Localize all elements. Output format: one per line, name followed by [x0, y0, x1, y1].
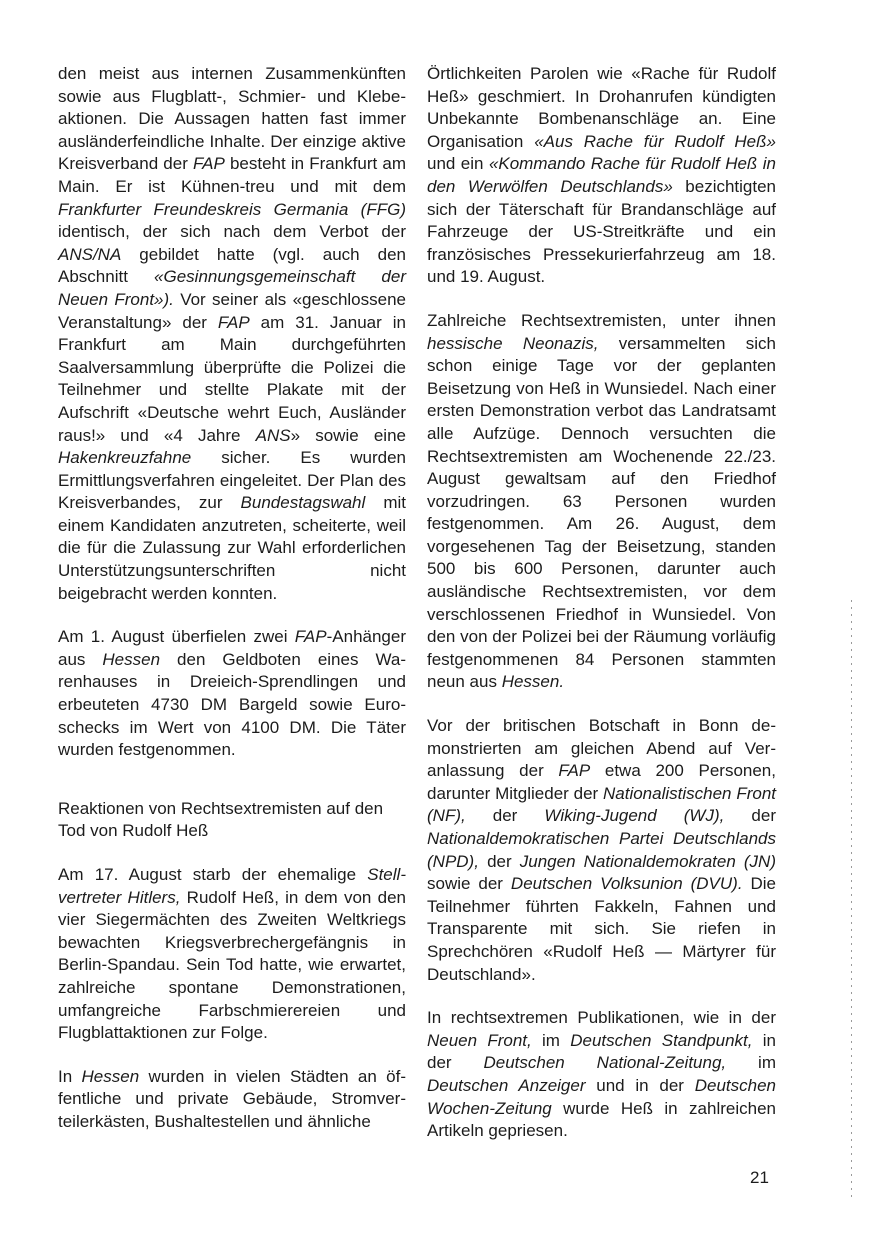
text-run: im	[531, 1030, 571, 1050]
page-number: 21	[750, 1168, 769, 1187]
left-column	[58, 63, 406, 1134]
paragraph	[58, 864, 406, 1045]
emphasized-text: Deutschen Anzeiger	[427, 1075, 586, 1095]
text-run: Am 1. August überfielen zwei	[58, 627, 295, 647]
emphasized-text: «Aus Rache für Rudolf Heß»	[534, 131, 776, 151]
text-run: den Geldboten eines Warenhauses in Dreieich-Sprendlingen und erbeuteten 4730 DM Bargeld sowie Euroschecks im Wert von 4100 DM. Die Täter wurden festgenommen.	[58, 649, 406, 760]
emphasized-text: FAP	[294, 627, 327, 647]
emphasized-text: FAP	[558, 761, 591, 781]
emphasized-text: Hessen	[81, 1066, 140, 1086]
text-run: Die Teilnehmer führten Fakkeln, Fahnen und Transparente mit sich. Sie riefen in Sprechchören «Rudolf Heß — Märtyrer für Deutschland».	[427, 874, 776, 984]
text-run: der	[724, 806, 777, 826]
text-run: Am 17. August starb der ehemalige	[58, 865, 368, 884]
text-run: etwa 200 Personen, darunter Mitglieder der	[427, 761, 776, 803]
text-run: Zahlreiche Rechtsextremisten, unter ihnen	[427, 310, 776, 330]
text-run: In rechtsextremen Publikationen, wie in der	[427, 1008, 776, 1028]
emphasized-text: «Kommando Rache für Rudolf Heß in den Werwölfen Deutschlands»	[427, 154, 776, 196]
emphasized-text: ANS/NA	[58, 244, 122, 264]
text-run: im	[726, 1053, 776, 1073]
paragraph	[427, 310, 776, 694]
paragraph	[427, 63, 776, 289]
emphasized-text: hessische Neonazis,	[427, 333, 599, 353]
text-run: mit einem Kandidaten anzutreten, scheiterte, weil die für die Zulassung zur Wahl erforderlichen Unterstützungsunterschriften nicht beigebracht werden konnten.	[58, 493, 406, 603]
emphasized-text: Bundestagswahl	[240, 493, 366, 513]
section-heading: Reaktionen von Rechtsextremisten auf den Tod von Rudolf Heß	[58, 798, 384, 841]
text-run: » sowie eine	[290, 425, 406, 445]
text-run: -Anhänger aus	[58, 627, 406, 669]
text-run: bezichtigten sich der Täterschaft für Brandanschläge auf Fahrzeuge der US-Streitkräfte und ein französisches Pressekurierfahrzeug am 18. und 19. August.	[427, 176, 777, 287]
text-run: wurde Heß in zahlreichen Artikeln gepriesen.	[427, 1098, 776, 1141]
emphasized-text: Hessen	[102, 649, 161, 669]
text-run: den meist aus internen Zusammenkünften sowie aus Flugblatt-, Schmier- und Klebeaktionen. Die Aussagen hatten fast immer ausländerfeindliche Inhalte. Der einzige aktive Kreisverband der	[58, 64, 406, 174]
text-run: sowie der	[427, 874, 511, 894]
emphasized-text: Nationaldemokratischen Partei Deutschlands (NPD),	[427, 829, 776, 871]
text-run: In	[58, 1066, 82, 1086]
text-run: gebildet hatte (vgl. auch den Abschnitt	[58, 244, 406, 287]
paragraph	[58, 626, 406, 762]
emphasized-text: Stellvertreter Hitlers,	[58, 865, 406, 907]
text-run: wurden in vielen Städten an öffentliche und private Gebäude, Stromverteilerkästen, Bushaltestellen und ähnliche	[58, 1066, 407, 1131]
emphasized-text: Deutschen National-Zeitung,	[483, 1053, 727, 1073]
emphasized-text: ANS	[255, 425, 291, 445]
text-run: und in der	[585, 1075, 695, 1095]
emphasized-text: Deutschen Volksunion (DVU).	[510, 874, 743, 894]
text-run: Rudolf Heß, in dem von den vier Siegermächten des Zweiten Weltkriegs bewachten Kriegsverbrechergefängnis in Berlin-Spandau. Sein Tod hatte, wie erwartet, zahlreiche spontane Demonstrationen, umfangreiche Farbschmierereien und Flugblattaktionen zur Folge.	[58, 887, 406, 1043]
emphasized-text: Deutschen Wochen-Zeitung	[427, 1075, 776, 1118]
emphasized-text: Hessen.	[501, 672, 565, 692]
text-run: in der	[427, 1030, 776, 1073]
text-run: Örtlichkeiten Parolen wie «Rache für Rudolf Heß» geschmiert. In Drohanrufen kündigten Unbekannte Bombenanschläge an. Eine Organisation	[427, 64, 776, 151]
emphasized-text: Nationalistischen Front (NF),	[427, 783, 776, 826]
emphasized-text: Wiking-Jugend (WJ),	[544, 806, 725, 826]
emphasized-text: Deutschen Standpunkt,	[570, 1030, 753, 1050]
scan-edge-mark	[851, 600, 852, 1200]
emphasized-text: FAP	[217, 312, 250, 332]
paragraph	[58, 63, 406, 605]
emphasized-text: Frankfurter Freundeskreis Germania (FFG)	[58, 199, 406, 219]
emphasized-text: Jungen Nationaldemokraten (JN)	[519, 851, 776, 871]
text-run: Vor der britischen Botschaft in Bonn demonstrierten am gleichen Abend auf Veranlassung der	[427, 716, 776, 781]
emphasized-text: FAP	[193, 154, 225, 174]
right-column	[427, 63, 776, 1143]
text-run: besteht in Frankfurt am Main. Er ist Kühnen-treu und mit dem	[58, 154, 406, 196]
text-run: und ein	[427, 154, 489, 174]
text-run: Vor seiner als «geschlossene Veranstaltung» der	[58, 289, 406, 332]
paragraph	[427, 715, 776, 986]
text-run: am 31. Januar in Frankfurt am Main durchgeführten Saalversammlung überprüfte die Polizei die Teilnehmer und stellte Plakate mit der Aufschrift «Deutsche wehrt Euch, Ausländer raus!» und «4 Jahre	[58, 312, 406, 445]
text-run: versammelten sich schon einige Tage vor der geplanten Beisetzung von Heß in Wunsiedel. Nach einer ersten Demonstration verbot das Landratsamt alle Aufzüge. Dennoch versuchten die Rechtsextremisten am Wochenende 22./23. August gewaltsam auf den Friedhof vorzudringen. 63 Personen wurden festgenommen. Am 26. August, dem vorgesehenen Tag der Beisetzung, standen 500 bis 600 Personen, darunter auch ausländische Rechtsextremisten, vor dem verschlossenen Friedhof in Wunsiedel. Von den von der Polizei bei der Räumung vorläufig festgenommenen 84 Personen stammten neun aus	[427, 333, 776, 692]
emphasized-text: «Gesinnungsgemeinschaft der Neuen Front»).	[58, 267, 406, 309]
text-run: identisch, der sich nach dem Verbot der	[58, 222, 406, 242]
text-run: sicher. Es wurden Ermittlungsverfahren eingeleitet. Der Plan des Kreisverbandes, zur	[58, 448, 406, 513]
emphasized-text: Hakenkreuzfahne	[58, 448, 192, 468]
text-run: der	[478, 851, 520, 871]
paragraph	[427, 1007, 776, 1143]
text-run: der	[465, 806, 545, 826]
emphasized-text: Neuen Front,	[427, 1030, 532, 1050]
paragraph	[58, 1066, 406, 1134]
